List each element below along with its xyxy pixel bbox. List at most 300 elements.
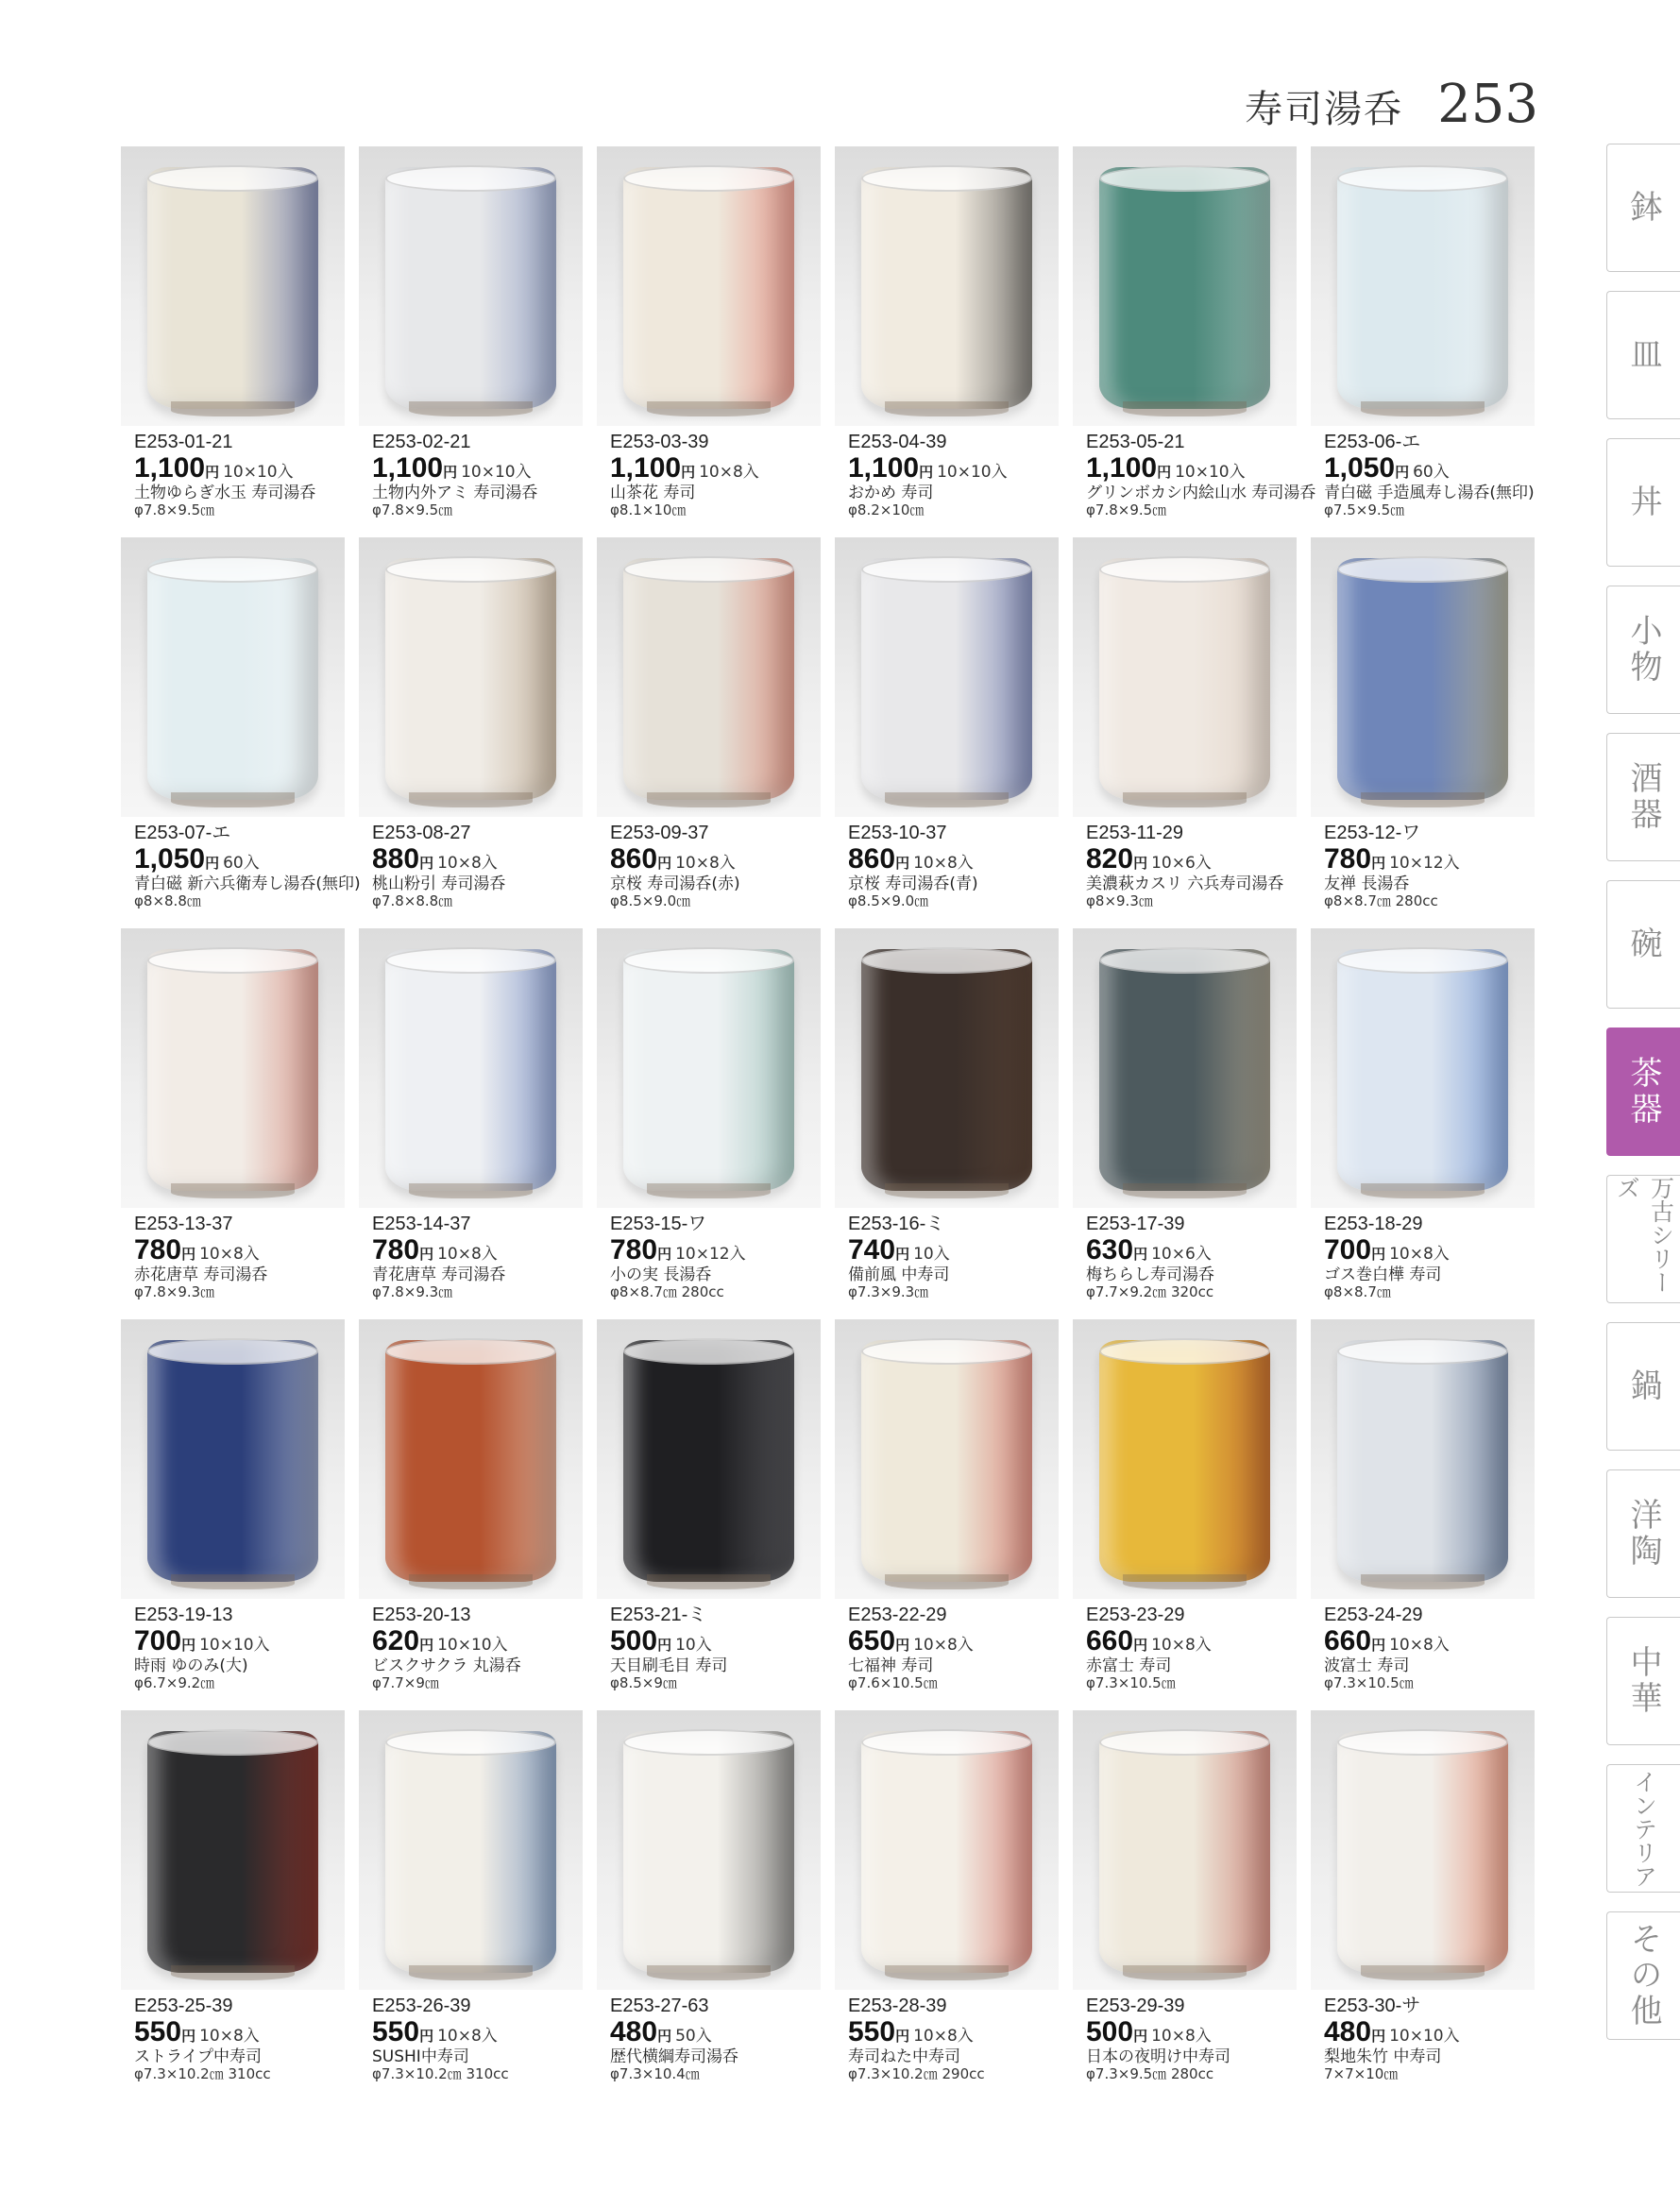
yen-mark: 円 xyxy=(1371,1637,1386,1655)
product-info xyxy=(835,817,1073,909)
product-size: φ8×8.8㎝ xyxy=(134,892,201,910)
product-card[interactable] xyxy=(121,1710,359,2101)
product-info xyxy=(1311,1990,1549,2082)
product-card[interactable] xyxy=(835,1319,1073,1710)
price-line xyxy=(372,452,597,484)
price-line xyxy=(1086,843,1311,875)
product-card[interactable] xyxy=(1073,928,1311,1319)
product-code: E253-28-39 xyxy=(848,1996,947,2016)
price-line xyxy=(134,2016,359,2048)
price-line xyxy=(134,1234,359,1266)
product-size: φ7.7×9㎝ xyxy=(372,1674,439,1692)
product-photo xyxy=(597,928,821,1208)
product-code: E253-06-エ xyxy=(1324,432,1421,452)
product-card[interactable] xyxy=(359,928,597,1319)
product-size: φ8.5×9㎝ xyxy=(610,1674,677,1692)
yen-mark: 円 xyxy=(419,1637,434,1655)
product-card[interactable] xyxy=(835,928,1073,1319)
product-card[interactable] xyxy=(835,146,1073,537)
category-tab[interactable]: 洋陶 xyxy=(1606,1469,1680,1598)
teacup-image xyxy=(861,949,1032,1191)
product-price: 500 xyxy=(1086,2016,1134,2048)
product-size: φ7.3×10.5㎝ xyxy=(1086,1674,1176,1692)
teacup-image xyxy=(385,949,556,1191)
product-name: 寿司ねた中寿司 xyxy=(848,2047,960,2066)
product-price: 740 xyxy=(848,1234,896,1266)
yen-mark: 円 xyxy=(205,464,220,482)
pack-quantity: 10×10入 xyxy=(1175,463,1246,483)
product-info xyxy=(359,426,597,518)
product-info xyxy=(1073,1208,1311,1300)
product-photo xyxy=(597,146,821,426)
teacup-image xyxy=(1337,949,1508,1191)
product-card[interactable] xyxy=(1311,1710,1549,2101)
product-info xyxy=(121,817,359,909)
product-card[interactable] xyxy=(121,537,359,928)
product-card[interactable] xyxy=(1073,1319,1311,1710)
product-name: 山茶花 寿司 xyxy=(610,483,696,502)
product-info xyxy=(835,1208,1073,1300)
yen-mark: 円 xyxy=(895,1637,910,1655)
product-name: 美濃萩カスリ 六兵寿司湯呑 xyxy=(1086,874,1284,893)
product-price: 780 xyxy=(1324,843,1372,875)
product-card[interactable] xyxy=(597,928,835,1319)
price-line xyxy=(1086,452,1311,484)
price-line xyxy=(372,1625,597,1657)
product-size: 7×7×10㎝ xyxy=(1324,2065,1399,2083)
product-price: 500 xyxy=(610,1625,658,1657)
product-card[interactable] xyxy=(1073,146,1316,537)
product-info xyxy=(359,1599,597,1691)
category-tab[interactable]: 碗 xyxy=(1606,880,1680,1009)
teacup-image xyxy=(1099,1731,1270,1973)
teacup-image xyxy=(1099,1340,1270,1582)
product-code: E253-05-21 xyxy=(1086,432,1185,452)
pack-quantity: 10×8入 xyxy=(1389,1245,1450,1265)
product-card[interactable] xyxy=(359,1710,597,2101)
pack-quantity: 10×8入 xyxy=(1389,1636,1450,1656)
product-card[interactable] xyxy=(1311,928,1549,1319)
product-grid xyxy=(121,146,1537,2101)
price-line xyxy=(848,1625,1073,1657)
yen-mark: 円 xyxy=(1133,1637,1148,1655)
teacup-image xyxy=(385,558,556,800)
product-photo xyxy=(1073,1319,1297,1599)
product-photo xyxy=(597,1710,821,1990)
product-code: E253-21-ミ xyxy=(610,1605,707,1625)
pack-quantity: 10×8入 xyxy=(675,854,736,874)
teacup-image xyxy=(861,167,1032,409)
product-photo xyxy=(121,146,345,426)
teacup-image xyxy=(385,1340,556,1582)
price-line xyxy=(1086,1625,1311,1657)
product-card[interactable] xyxy=(121,928,359,1319)
product-info xyxy=(359,1990,597,2082)
product-info xyxy=(597,1599,835,1691)
category-tab[interactable]: 小物 xyxy=(1606,586,1680,714)
product-code: E253-19-13 xyxy=(134,1605,233,1625)
product-card[interactable] xyxy=(1311,1319,1549,1710)
product-info xyxy=(359,1208,597,1300)
pack-quantity: 10×10入 xyxy=(437,1636,508,1656)
teacup-image xyxy=(147,558,318,800)
pack-quantity: 10×8入 xyxy=(1151,2027,1212,2047)
product-price: 1,100 xyxy=(134,452,206,484)
product-photo xyxy=(359,537,583,817)
category-tab[interactable]: 酒器 xyxy=(1606,733,1680,861)
product-name: グリンボカシ内絵山水 寿司湯呑 xyxy=(1086,483,1316,502)
price-line xyxy=(610,1234,835,1266)
product-code: E253-13-37 xyxy=(134,1214,233,1234)
product-name: 桃山粉引 寿司湯呑 xyxy=(372,874,506,893)
product-card[interactable] xyxy=(597,537,835,928)
price-line xyxy=(372,1234,597,1266)
yen-mark: 円 xyxy=(681,464,696,482)
product-size: φ7.3×10.2㎝ 290cc xyxy=(848,2065,985,2083)
price-line xyxy=(134,452,359,484)
category-tab[interactable]: 皿 xyxy=(1606,291,1680,419)
product-card[interactable] xyxy=(835,537,1073,928)
product-info xyxy=(1311,1208,1549,1300)
teacup-image xyxy=(861,1340,1032,1582)
price-line xyxy=(372,843,597,875)
product-size: φ7.7×9.2㎝ 320cc xyxy=(1086,1283,1214,1301)
product-size: φ7.8×9.5㎝ xyxy=(372,501,453,519)
product-size: φ6.7×9.2㎝ xyxy=(134,1674,215,1692)
product-photo xyxy=(1073,928,1297,1208)
pack-quantity: 10×10入 xyxy=(223,463,294,483)
product-size: φ7.8×9.5㎝ xyxy=(1086,501,1167,519)
product-price: 550 xyxy=(372,2016,420,2048)
product-photo xyxy=(835,928,1059,1208)
product-name: 波富士 寿司 xyxy=(1324,1656,1410,1675)
price-line xyxy=(610,452,835,484)
teacup-image xyxy=(861,1731,1032,1973)
product-name: 土物内外アミ 寿司湯呑 xyxy=(372,483,538,502)
product-photo xyxy=(835,146,1059,426)
category-tab[interactable]: 丼 xyxy=(1606,438,1680,567)
product-price: 700 xyxy=(134,1625,182,1657)
product-name: 時雨 ゆのみ(大) xyxy=(134,1656,248,1675)
product-info xyxy=(121,1208,359,1300)
teacup-image xyxy=(623,949,794,1191)
product-size: φ7.3×10.2㎝ 310cc xyxy=(372,2065,509,2083)
product-code: E253-03-39 xyxy=(610,432,709,452)
price-line xyxy=(610,1625,835,1657)
teacup-image xyxy=(623,1340,794,1582)
product-photo xyxy=(359,928,583,1208)
product-size: φ7.8×9.3㎝ xyxy=(372,1283,453,1301)
product-code: E253-20-13 xyxy=(372,1605,471,1625)
product-name: 備前風 中寿司 xyxy=(848,1265,950,1284)
product-card[interactable] xyxy=(597,146,835,537)
teacup-image xyxy=(623,167,794,409)
yen-mark: 円 xyxy=(181,1246,196,1264)
product-price: 1,100 xyxy=(372,452,444,484)
product-photo xyxy=(359,146,583,426)
product-card[interactable] xyxy=(597,1319,835,1710)
product-name: 七福神 寿司 xyxy=(848,1656,934,1675)
teacup-image xyxy=(1099,167,1270,409)
yen-mark: 円 xyxy=(419,1246,434,1264)
product-size: φ7.3×10.5㎝ xyxy=(1324,1674,1414,1692)
product-name: ゴス巻白樺 寿司 xyxy=(1324,1265,1442,1284)
product-card[interactable] xyxy=(1311,146,1549,537)
product-price: 630 xyxy=(1086,1234,1134,1266)
product-photo xyxy=(597,1319,821,1599)
yen-mark: 円 xyxy=(205,855,220,873)
product-price: 780 xyxy=(610,1234,658,1266)
product-info xyxy=(1311,1599,1549,1691)
category-tab[interactable]: インテリア xyxy=(1606,1764,1680,1893)
price-line xyxy=(610,843,835,875)
product-name: ストライプ中寿司 xyxy=(134,2047,262,2066)
product-size: φ8.5×9.0㎝ xyxy=(610,892,691,910)
yen-mark: 円 xyxy=(895,2028,910,2046)
product-photo xyxy=(121,1710,345,1990)
teacup-image xyxy=(1337,1340,1508,1582)
product-code: E253-17-39 xyxy=(1086,1214,1185,1234)
product-size: φ8×9.3㎝ xyxy=(1086,892,1153,910)
yen-mark: 円 xyxy=(181,1637,196,1655)
product-code: E253-30-サ xyxy=(1324,1996,1421,2016)
product-name: 梨地朱竹 中寿司 xyxy=(1324,2047,1442,2066)
pack-quantity: 10×8入 xyxy=(437,2027,498,2047)
product-photo xyxy=(835,1319,1059,1599)
product-size: φ7.3×9.3㎝ xyxy=(848,1283,929,1301)
category-tab[interactable]: 茶器 xyxy=(1606,1028,1680,1156)
pack-quantity: 10×8入 xyxy=(699,463,759,483)
product-card[interactable] xyxy=(597,1710,835,2101)
product-code: E253-22-29 xyxy=(848,1605,947,1625)
yen-mark: 円 xyxy=(919,464,934,482)
yen-mark: 円 xyxy=(1133,1246,1148,1264)
product-info xyxy=(121,426,359,518)
teacup-image xyxy=(385,1731,556,1973)
product-price: 1,100 xyxy=(1086,452,1158,484)
yen-mark: 円 xyxy=(895,855,910,873)
product-info xyxy=(835,1599,1073,1691)
product-info xyxy=(1311,817,1549,909)
product-code: E253-04-39 xyxy=(848,432,947,452)
product-code: E253-16-ミ xyxy=(848,1214,945,1234)
product-card[interactable] xyxy=(1073,1710,1311,2101)
product-photo xyxy=(597,537,821,817)
product-name: おかめ 寿司 xyxy=(848,483,934,502)
price-line xyxy=(1324,2016,1549,2048)
product-code: E253-25-39 xyxy=(134,1996,233,2016)
product-price: 820 xyxy=(1086,843,1134,875)
pack-quantity: 60入 xyxy=(223,854,260,874)
page-header xyxy=(1245,74,1538,135)
product-name: 小の実 長湯呑 xyxy=(610,1265,712,1284)
product-price: 780 xyxy=(134,1234,182,1266)
product-name: 友禅 長湯呑 xyxy=(1324,874,1410,893)
yen-mark: 円 xyxy=(895,1246,910,1264)
product-name: 京桜 寿司湯呑(赤) xyxy=(610,874,740,893)
yen-mark: 円 xyxy=(419,2028,434,2046)
category-tab[interactable]: その他 xyxy=(1606,1911,1680,2040)
product-card[interactable] xyxy=(359,146,597,537)
product-price: 860 xyxy=(610,843,658,875)
product-name: 歴代横綱寿司湯呑 xyxy=(610,2047,738,2066)
pack-quantity: 10入 xyxy=(675,1636,712,1656)
yen-mark: 円 xyxy=(657,855,672,873)
product-card[interactable] xyxy=(1073,537,1311,928)
product-size: φ7.6×10.5㎝ xyxy=(848,1674,938,1692)
price-line xyxy=(134,1625,359,1657)
yen-mark: 円 xyxy=(657,2028,672,2046)
product-photo xyxy=(835,537,1059,817)
product-code: E253-12-ワ xyxy=(1324,823,1421,843)
product-photo xyxy=(359,1710,583,1990)
product-photo xyxy=(121,928,345,1208)
product-photo xyxy=(1073,146,1297,426)
product-info xyxy=(597,817,835,909)
pack-quantity: 10×8入 xyxy=(437,1245,498,1265)
product-card[interactable] xyxy=(121,1319,359,1710)
product-card[interactable] xyxy=(121,146,359,537)
product-name: 天目刷毛目 寿司 xyxy=(610,1656,728,1675)
yen-mark: 円 xyxy=(1133,2028,1148,2046)
pack-quantity: 10×8入 xyxy=(199,2027,260,2047)
pack-quantity: 10×6入 xyxy=(1151,854,1212,874)
product-size: φ7.3×9.5㎝ 280cc xyxy=(1086,2065,1214,2083)
category-tabs xyxy=(1576,144,1680,2059)
product-name: 梅ちらし寿司湯呑 xyxy=(1086,1265,1214,1284)
pack-quantity: 10×6入 xyxy=(1151,1245,1212,1265)
pack-quantity: 10×12入 xyxy=(1389,854,1460,874)
pack-quantity: 10入 xyxy=(913,1245,950,1265)
product-price: 620 xyxy=(372,1625,420,1657)
price-line xyxy=(1324,1234,1549,1266)
product-info xyxy=(597,1208,835,1300)
product-size: φ8×8.7㎝ xyxy=(1324,1283,1391,1301)
product-code: E253-24-29 xyxy=(1324,1605,1423,1625)
product-code: E253-09-37 xyxy=(610,823,709,843)
product-size: φ7.3×10.2㎝ 310cc xyxy=(134,2065,271,2083)
product-info xyxy=(1311,426,1549,518)
category-tab[interactable]: 鉢 xyxy=(1606,144,1680,272)
product-code: E253-07-エ xyxy=(134,823,231,843)
product-info xyxy=(1073,1990,1311,2082)
product-card[interactable] xyxy=(359,1319,597,1710)
pack-quantity: 10×10入 xyxy=(461,463,532,483)
pack-quantity: 10×8入 xyxy=(1151,1636,1212,1656)
product-name: 赤富士 寿司 xyxy=(1086,1656,1172,1675)
yen-mark: 円 xyxy=(1133,855,1148,873)
product-info xyxy=(597,426,835,518)
product-name: 赤花唐草 寿司湯呑 xyxy=(134,1265,268,1284)
product-price: 660 xyxy=(1324,1625,1372,1657)
product-info xyxy=(121,1990,359,2082)
teacup-image xyxy=(385,167,556,409)
product-price: 1,050 xyxy=(1324,452,1396,484)
product-code: E253-14-37 xyxy=(372,1214,471,1234)
product-code: E253-08-27 xyxy=(372,823,471,843)
product-photo xyxy=(1311,1319,1535,1599)
price-line xyxy=(1086,2016,1311,2048)
product-price: 860 xyxy=(848,843,896,875)
teacup-image xyxy=(623,1731,794,1973)
product-code: E253-29-39 xyxy=(1086,1996,1185,2016)
price-line xyxy=(848,843,1073,875)
price-line xyxy=(848,1234,1073,1266)
teacup-image xyxy=(623,558,794,800)
product-photo xyxy=(1311,146,1535,426)
pack-quantity: 10×10入 xyxy=(199,1636,270,1656)
product-size: φ7.8×9.3㎝ xyxy=(134,1283,215,1301)
pack-quantity: 10×8入 xyxy=(913,854,974,874)
pack-quantity: 10×8入 xyxy=(913,1636,974,1656)
product-size: φ7.8×9.5㎝ xyxy=(134,501,215,519)
pack-quantity: 10×10入 xyxy=(937,463,1008,483)
product-photo xyxy=(835,1710,1059,1990)
product-card[interactable] xyxy=(835,1710,1073,2101)
price-line xyxy=(848,452,1073,484)
product-info xyxy=(1073,817,1311,909)
product-photo xyxy=(121,537,345,817)
pack-quantity: 10×10入 xyxy=(1389,2027,1460,2047)
product-size: φ7.3×10.4㎝ xyxy=(610,2065,700,2083)
product-name: SUSHI中寿司 xyxy=(372,2047,469,2066)
product-photo xyxy=(359,1319,583,1599)
product-code: E253-23-29 xyxy=(1086,1605,1185,1625)
teacup-image xyxy=(147,949,318,1191)
price-line xyxy=(134,843,359,875)
yen-mark: 円 xyxy=(1371,1246,1386,1264)
product-info xyxy=(359,817,597,909)
pack-quantity: 10×8入 xyxy=(913,2027,974,2047)
product-info xyxy=(597,1990,835,2082)
product-price: 480 xyxy=(610,2016,658,2048)
product-name: 日本の夜明け中寿司 xyxy=(1086,2047,1230,2066)
product-code: E253-11-29 xyxy=(1086,823,1184,843)
product-price: 1,100 xyxy=(848,452,920,484)
page-number: 253 xyxy=(1437,74,1538,135)
category-tab[interactable]: 鍋 xyxy=(1606,1322,1680,1451)
product-price: 650 xyxy=(848,1625,896,1657)
pack-quantity: 50入 xyxy=(675,2027,712,2047)
product-name: ビスクサクラ 丸湯呑 xyxy=(372,1656,521,1675)
product-size: φ7.5×9.5㎝ xyxy=(1324,501,1405,519)
product-price: 550 xyxy=(134,2016,182,2048)
teacup-image xyxy=(1337,558,1508,800)
product-code: E253-01-21 xyxy=(134,432,233,452)
yen-mark: 円 xyxy=(1395,464,1410,482)
yen-mark: 円 xyxy=(443,464,458,482)
product-card[interactable] xyxy=(359,537,597,928)
price-line xyxy=(1324,843,1549,875)
yen-mark: 円 xyxy=(1371,2028,1386,2046)
yen-mark: 円 xyxy=(657,1637,672,1655)
product-card[interactable] xyxy=(1311,537,1549,928)
product-price: 1,100 xyxy=(610,452,682,484)
product-code: E253-02-21 xyxy=(372,432,471,452)
category-tab[interactable]: 中華 xyxy=(1606,1617,1680,1745)
teacup-image xyxy=(147,1731,318,1973)
product-code: E253-18-29 xyxy=(1324,1214,1423,1234)
yen-mark: 円 xyxy=(1157,464,1172,482)
product-name: 青花唐草 寿司湯呑 xyxy=(372,1265,506,1284)
pack-quantity: 10×12入 xyxy=(675,1245,746,1265)
teacup-image xyxy=(1337,167,1508,409)
product-photo xyxy=(1311,928,1535,1208)
product-photo xyxy=(1311,537,1535,817)
product-info xyxy=(835,426,1073,518)
category-tab[interactable]: 万古シリーズ xyxy=(1606,1175,1680,1303)
pack-quantity: 10×8入 xyxy=(199,1245,260,1265)
